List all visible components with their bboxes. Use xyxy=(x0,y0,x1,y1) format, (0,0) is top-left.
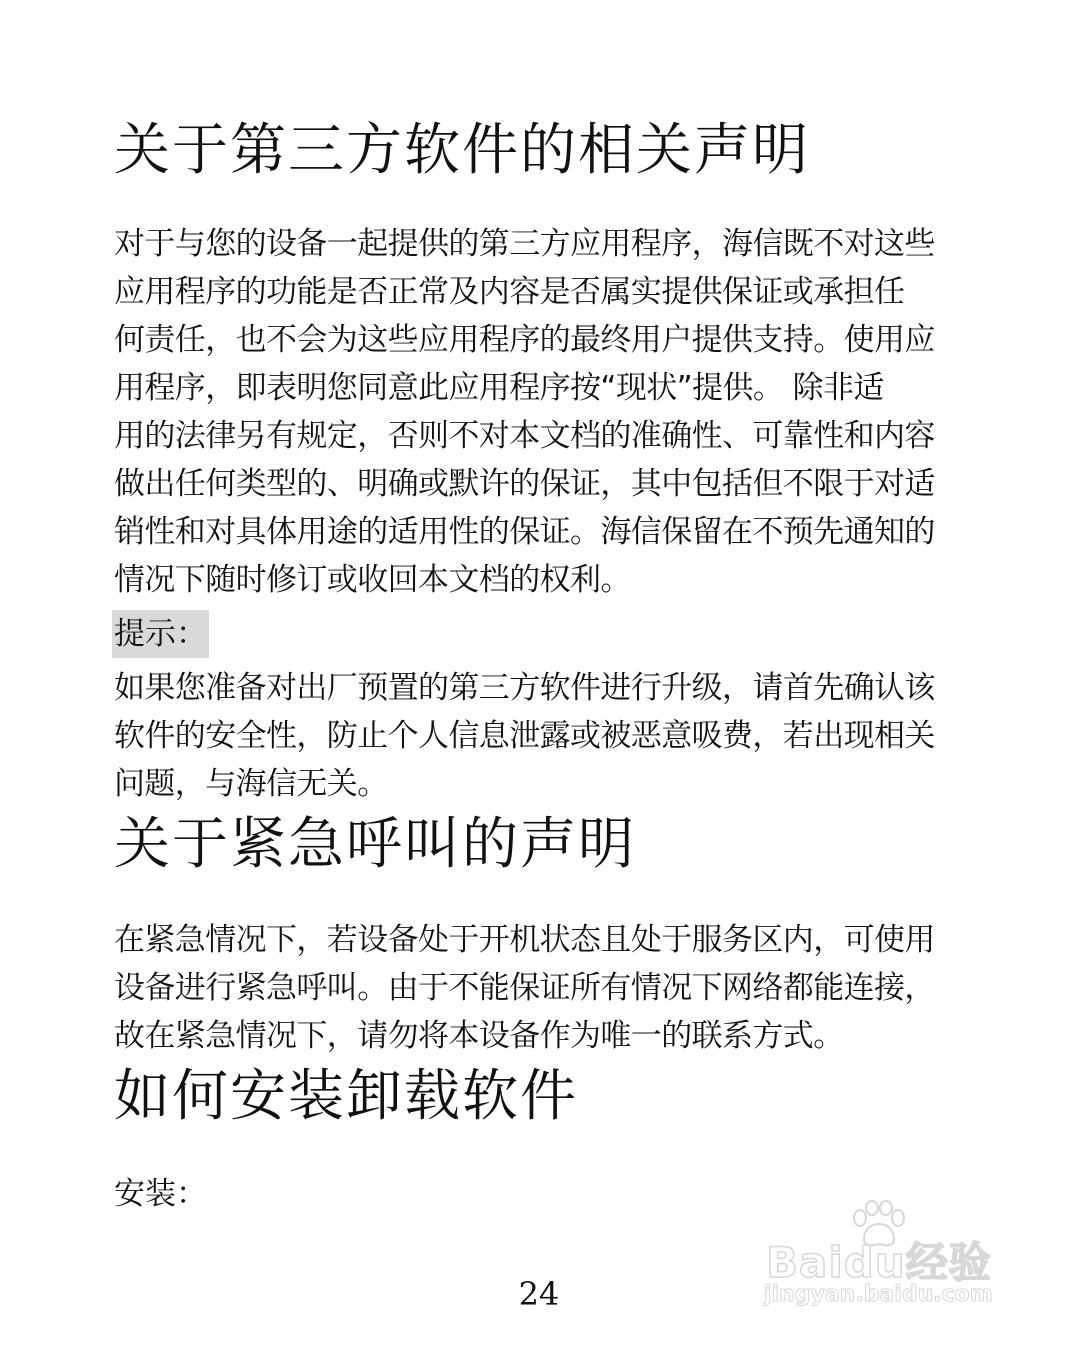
emergency-paragraph xyxy=(114,916,966,1060)
baidu-watermark xyxy=(760,1200,1020,1315)
third-party-paragraph xyxy=(114,220,966,604)
paragraph-line: 何责任，也不会为这些应用程序的最终用户提供支持。使用应 xyxy=(114,322,935,358)
paragraph-line: 用程序，即表明您同意此应用程序按“现状”提供。 除非适 xyxy=(114,370,884,406)
page-number: 24 xyxy=(518,1275,560,1313)
paragraph-line: 设备进行紧急呼叫。由于不能保证所有情况下网络都能连接， xyxy=(114,970,935,1006)
tip-label: 提示： xyxy=(112,610,209,658)
section-title-third-party: 关于第三方软件的相关声明 xyxy=(114,118,810,183)
paragraph-line: 用的法律另有规定，否则不对本文档的准确性、可靠性和内容 xyxy=(114,418,935,454)
section-title-emergency: 关于紧急呼叫的声明 xyxy=(114,812,636,877)
paragraph-line: 软件的安全性，防止个人信息泄露或被恶意吸费，若出现相关 xyxy=(114,718,935,754)
tip-paragraph xyxy=(114,664,966,808)
paragraph-line: 对于与您的设备一起提供的第三方应用程序，海信既不对这些 xyxy=(114,226,935,262)
paragraph-line: 应用程序的功能是否正常及内容是否属实提供保证或承担任 xyxy=(114,274,905,310)
watermark-url: jingyan.baidu.com xyxy=(764,1282,993,1307)
section-title-install: 如何安装卸载软件 xyxy=(114,1064,578,1129)
paragraph-line: 情况下随时修订或收回本文档的权利。 xyxy=(114,562,631,598)
paragraph-line: 问题，与海信无关。 xyxy=(114,766,388,802)
paragraph-line: 故在紧急情况下，请勿将本设备作为唯一的联系方式。 xyxy=(114,1018,844,1054)
paragraph-line: 销性和对具体用途的适用性的保证。海信保留在不预先通知的 xyxy=(114,514,935,550)
paragraph-line: 如果您准备对出厂预置的第三方软件进行升级，请首先确认该 xyxy=(114,670,935,706)
paragraph-line: 在紧急情况下，若设备处于开机状态且处于服务区内，可使用 xyxy=(114,922,935,958)
paragraph-line: 做出任何类型的、明确或默许的保证，其中包括但不限于对适 xyxy=(114,466,935,502)
watermark-brand: Baidu经验 xyxy=(766,1238,992,1287)
install-label: 安装： xyxy=(114,1176,207,1212)
